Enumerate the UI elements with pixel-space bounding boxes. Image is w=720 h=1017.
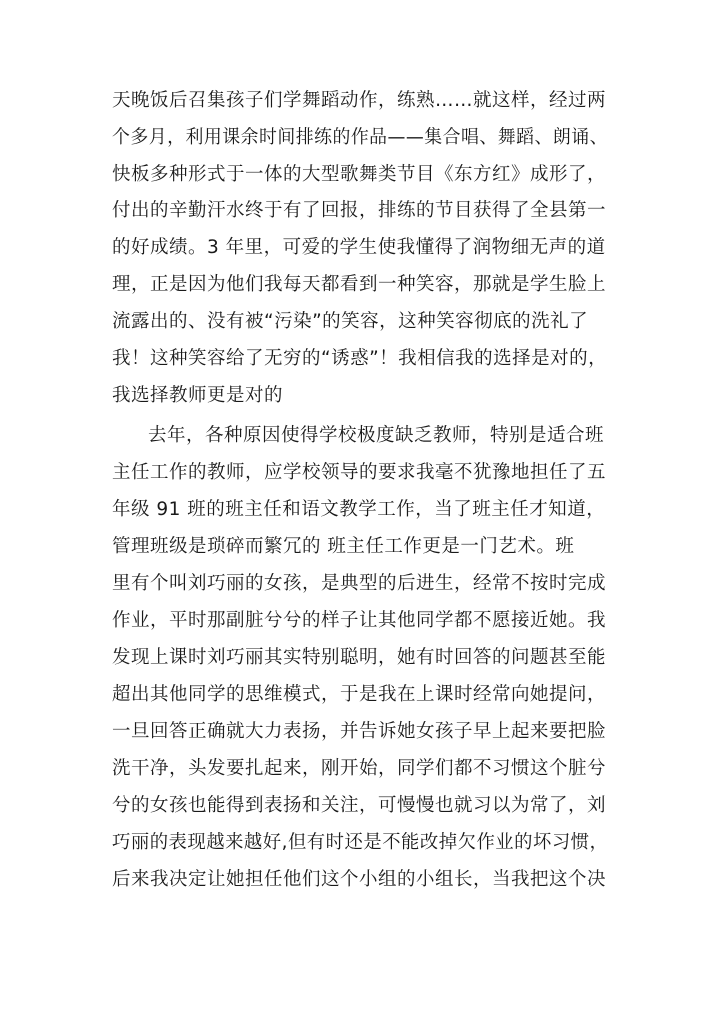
paragraph-1-line: 天晚饭后召集孩子们学舞蹈动作，练熟……就这样，经过两 [112, 90, 607, 111]
paragraph-1-line: 的好成绩。3 年里，可爱的学生使我懂得了润物细无声的道 [112, 237, 606, 258]
paragraph-2-line: 超出其他同学的思维模式，于是我在上课时经常向她提问， [112, 684, 607, 705]
paragraph-2-line: 一旦回答正确就大力表扬，并告诉她女孩子早上起来要把脸 [112, 721, 607, 742]
paragraph-1-line: 个多月，利用课余时间排练的作品——集合唱、舞蹈、朗诵、 [112, 127, 609, 148]
paragraph-1-line: 付出的辛勤汗水终于有了回报，排练的节目获得了全县第一 [112, 200, 607, 221]
paragraph-2-line: 发现上课时刘巧丽其实特别聪明，她有时回答的问题甚至能 [112, 647, 607, 668]
paragraph-1-line: 快板多种形式于一体的大型歌舞类节目《东方红》成形了， [112, 164, 607, 185]
paragraph-1-line: 我选择教师更是对的 [112, 385, 284, 406]
paragraph-2-line: 管理班级是琐碎而繁冗的 班主任工作更是一门艺术。班 [112, 536, 575, 557]
paragraph-2-line: 去年，各种原因使得学校极度缺乏教师，特别是适合班 [148, 425, 605, 446]
paragraph-2-line: 后来我决定让她担任他们这个小组的小组长，当我把这个决 [112, 869, 607, 890]
paragraph-2-line: 里有个叫刘巧丽的女孩，是典型的后进生，经常不按时完成 [112, 573, 607, 594]
paragraph-2-line: 年级 91 班的班主任和语文教学工作，当了班主任才知道， [112, 499, 606, 520]
paragraph-2-line: 巧丽的表现越来越好,但有时还是不能改掉欠作业的坏习惯， [112, 832, 609, 853]
paragraph-2-line: 主任工作的教师，应学校领导的要求我毫不犹豫地担任了五 [112, 462, 607, 483]
paragraph-1-line: 理，正是因为他们我每天都看到一种笑容，那就是学生脸上 [112, 274, 607, 295]
paragraph-2-line: 作业，平时那副脏兮兮的样子让其他同学都不愿接近她。我 [112, 610, 607, 631]
paragraph-2-line: 洗干净，头发要扎起来，刚开始，同学们都不习惯这个脏兮 [112, 758, 607, 779]
paragraph-1-line: 流露出的、没有被“污染”的笑容，这种笑容彻底的洗礼了 [112, 311, 589, 332]
paragraph-1-line: 我！这种笑容给了无穷的“诱惑”！我相信我的选择是对的， [112, 348, 608, 369]
paragraph-2-line: 兮的女孩也能得到表扬和关注，可慢慢也就习以为常了，刘 [112, 795, 607, 816]
